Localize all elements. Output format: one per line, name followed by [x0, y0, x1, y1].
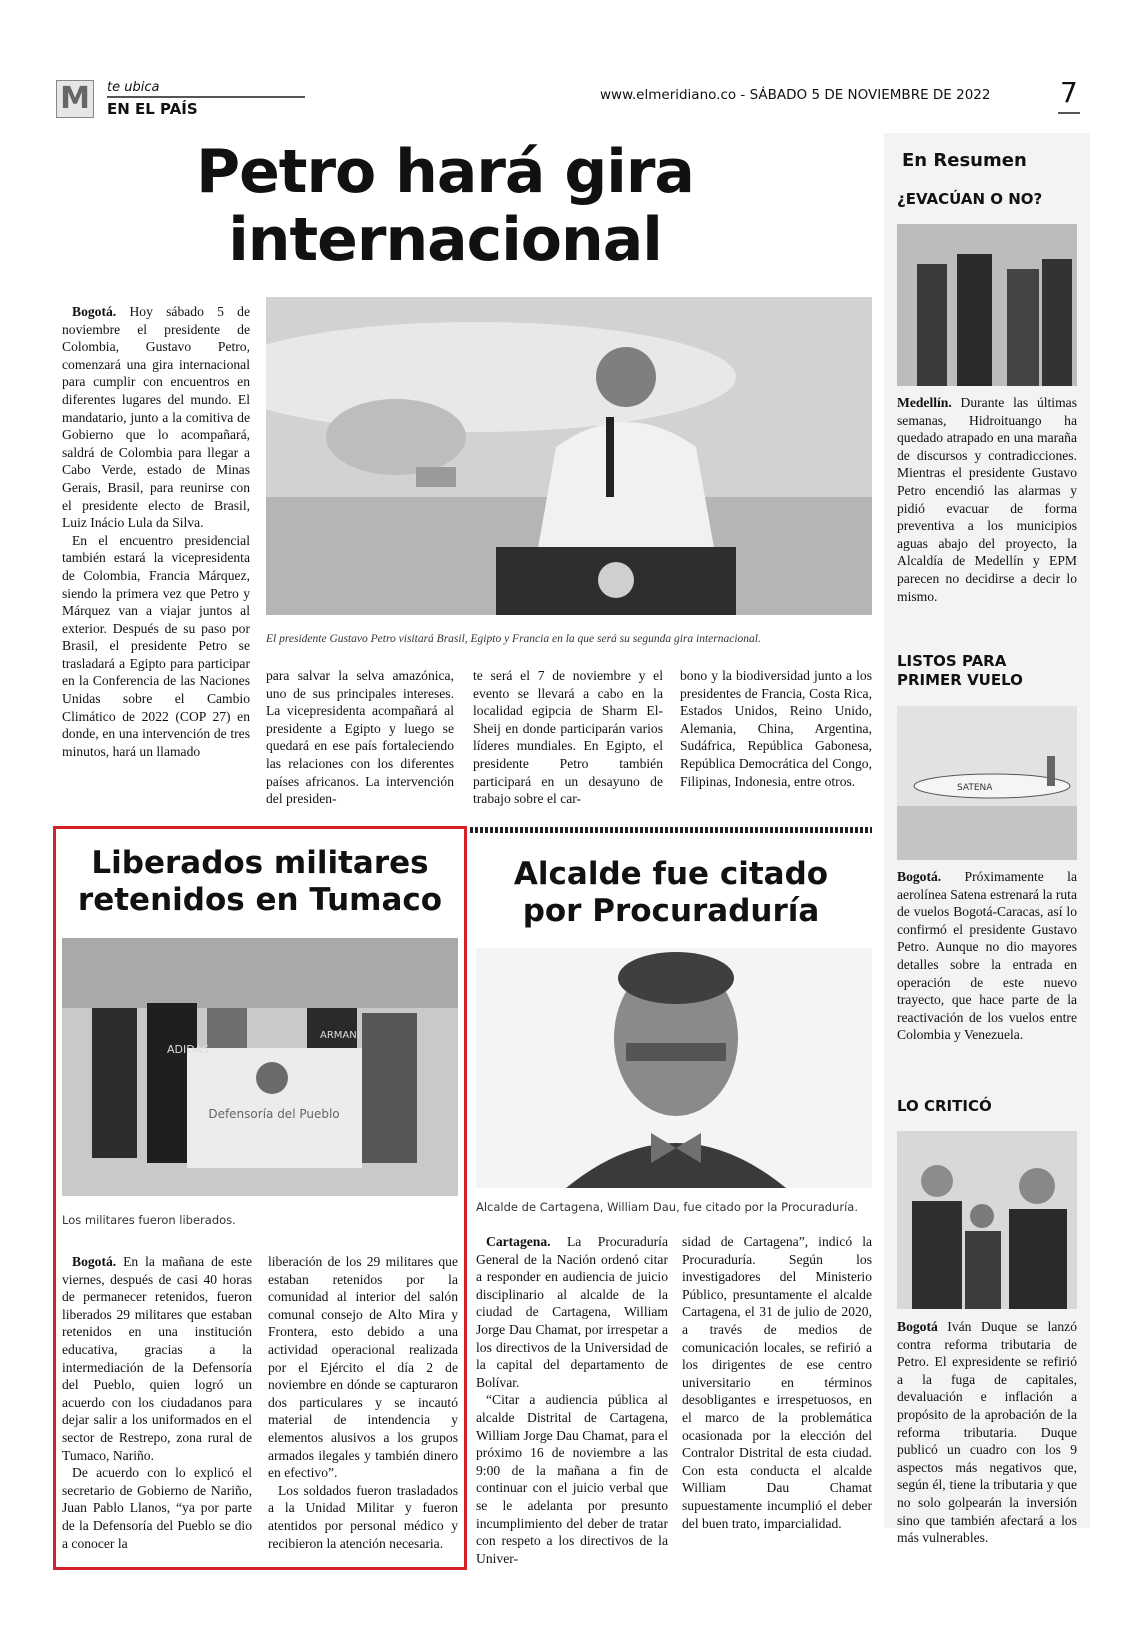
- mayor-headline-line2: por Procuraduría: [522, 893, 820, 929]
- page-number-rule: [1058, 112, 1080, 114]
- mayor-col1: [476, 1233, 668, 1567]
- mayor-col1-p2: “Citar a audiencia pública al alcalde Distrital de Cartagena, William Jorge Dau Chamat, para el próximo 16 de noviembre a las 9:00 de la mañana a fin de continuar con el juicio verbal que se le adelanta por presunto incumplimiento del deber de tratar con respeto a los directivos de la Univer-: [476, 1392, 668, 1566]
- military-col2-p1: liberación de los 29 militares que estaban retenidos por la comunidad al interior del salón comunal consejo de Alto Mira y Frontera, esto debido a una actividad operacional realizada por el Ejército el día 2 de noviembre en dónde se capturaron dos particulares y se incautó material de intendencia y elementos alusivos a los grupos armados ilegales y también dinero en efectivo”.: [268, 1254, 458, 1481]
- page-header: [0, 0, 1144, 130]
- story-divider: [470, 827, 872, 833]
- main-col3-text: te será el 7 de noviembre y el evento se llevará a cabo en la localidad egipcia de Sharm El-Sheij en donde participarán varios líderes mundiales. En Egipto, el presidente Petro también participará en un desayuno de trabajo sobre el car-: [473, 668, 663, 807]
- sidebar-item1-heading: ¿EVACÚAN O NO?: [897, 190, 1043, 208]
- military-col1: [62, 1253, 252, 1552]
- mayor-headline: [476, 856, 866, 930]
- military-dateline: Bogotá.: [72, 1254, 117, 1269]
- main-col4: [680, 667, 872, 790]
- military-col1-p2: De acuerdo con lo explicó el secretario de Gobierno de Nariño, Juan Pablo Llanos, “ya por parte de la Defensoría del Pueblo se dio a conocer la: [62, 1465, 252, 1551]
- military-photo-svg: [62, 938, 458, 1196]
- main-headline-line1: Petro hará gira: [196, 137, 694, 207]
- main-photo-caption: El presidente Gustavo Petro visitará Brasil, Egipto y Francia en la que será su segunda gira internacional.: [266, 633, 761, 645]
- military-headline-line2: retenidos en Tumaco: [77, 882, 443, 918]
- military-photo-caption: Los militares fueron liberados.: [62, 1213, 236, 1227]
- sidebar-item1-body: Durante las últimas semanas, Hidroituango ha quedado atrapado en una maraña de discursos y contradicciones. Mientras el presidente Gustavo Petro encendió las alarmas y pidió evacuar de forma preventiva a los municipios aguas abajo del proyecto, la Alcaldía de Medellín y EPM parecen no decidirse a decir lo mismo.: [897, 395, 1077, 604]
- mayor-col1-p1: La Procuraduría General de la Nación ordenó citar a responder en audiencia de juicio disciplinario al alcalde de la ciudad de Cartagena, William Jorge Dau Chamat, por irrespetar a los directivos de la Universidad de la capital del departamento de Bolívar.: [476, 1234, 668, 1390]
- sidebar-item2-text: [897, 868, 1077, 1044]
- main-col3: [473, 667, 663, 808]
- section-name: EN EL PAÍS: [107, 100, 198, 118]
- sidebar-item2-heading-line1: LISTOS PARA: [897, 652, 1007, 670]
- mayor-col2: [682, 1233, 872, 1532]
- military-headline: [60, 845, 460, 919]
- mayor-photo: [476, 948, 872, 1188]
- main-col1-p1: Hoy sábado 5 de noviembre el presidente de Colombia, Gustavo Petro, comenzará una gira internacional para cumplir con encuentros en diferentes lugares del mundo. El mandatario, junto a la comitiva de Gobierno que lo acompañará, saldrá de Colombia para llegar a Cabo Verde, estado de Minas Gerais, Brasil, para reunirse con el presidente electo de Brasil, Luiz Inácio Lula da Silva.: [62, 304, 251, 531]
- military-col2: [268, 1253, 458, 1552]
- satena-photo: [897, 706, 1077, 860]
- main-col4-text: bono y la biodiversidad junto a los presidentes de Francia, Costa Rica, Estados Unidos, Reino Unido, Alemania, China, Argentina, Sudáfrica, República Gabonesa, República Democrática del Congo, Filipinas, Indonesia, entre otros.: [680, 668, 872, 789]
- sidebar-item3-body: Iván Duque se lanzó contra reforma tributaria de Petro. El expresidente se refirió a la fuga de capitales, devaluación e inflación a propósito de la aprobación de la reforma tributaria. Duque publicó un cuadro con los 9 aspectos más negativos que, según él, tiene la tributaria y que no solo golpearán la inversión sino que también afectará a los más vulnerables.: [897, 1319, 1077, 1546]
- main-col1: [62, 303, 250, 760]
- sidebar-title: En Resumen: [902, 150, 1027, 171]
- military-headline-line1: Liberados militares: [91, 845, 429, 881]
- sidebar-item3-heading: LO CRITICÓ: [897, 1097, 992, 1115]
- main-headline-line2: internacional: [228, 205, 662, 275]
- header-rule: [107, 96, 305, 98]
- mayor-dateline: Cartagena.: [486, 1234, 551, 1249]
- sidebar-item2-heading: [897, 652, 1023, 690]
- sidebar-item1-dateline: Medellín.: [897, 395, 952, 410]
- main-headline: [160, 138, 730, 274]
- main-col1-p2: En el encuentro presidencial también estará la vicepresidenta de Colombia, Francia Márquez, siendo la primera vez que Petro y Márquez van a viajar juntos al exterior. Después de su paso por Brasil, el presidente Petro se trasladará a Egipto para participar en la Conferencia de las Naciones Unidas sobre el Cambio Climático de 2022 (COP 27) en donde, en una intervención de tres minutos, hará un llamado: [62, 532, 250, 759]
- plane-livery-text: SATENA: [957, 783, 993, 793]
- logo: [56, 80, 94, 118]
- mayor-headline-line1: Alcalde fue citado: [513, 856, 829, 892]
- hidroituango-photo: [897, 224, 1077, 386]
- hidroituango-photo-svg: [897, 224, 1077, 386]
- military-col1-p1: En la mañana de este viernes, después de casi 40 horas de permanecer retenidos, fueron liberados 29 militares que estaban retenidos en una institución educativa, gracias a la intermediación de la Defensoría del Pueblo, quien logró un acuerdo con los ciudadanos para dejar salir a los uniformados en el sector de Restrepo, zona rural de Tumaco, Nariño.: [62, 1254, 252, 1463]
- sidebar-item1-text: [897, 394, 1077, 605]
- petro-photo-svg: [266, 297, 872, 615]
- section-kicker: te ubica: [107, 80, 160, 95]
- military-col2-p2: Los soldados fueron trasladados a la Unidad Militar y fueron atentidos por personal médico y recibieron la atención necesaria.: [268, 1482, 458, 1551]
- main-dateline: Bogotá.: [72, 304, 117, 319]
- mayor-photo-svg: [476, 948, 872, 1188]
- shirt-text-1: ADIDAS: [167, 1043, 210, 1056]
- banner-text: Defensoría del Pueblo: [208, 1107, 340, 1121]
- site-date: www.elmeridiano.co - SÁBADO 5 DE NOVIEMBRE DE 2022: [600, 87, 991, 103]
- shirt-text-2: ARMANI: [320, 1030, 360, 1041]
- sidebar-item2-heading-line2: PRIMER VUELO: [897, 671, 1023, 689]
- page-number: 7: [1060, 76, 1078, 109]
- satena-photo-svg: [897, 706, 1077, 860]
- sidebar-item3-dateline: Bogotá: [897, 1319, 938, 1334]
- mayor-photo-caption: Alcalde de Cartagena, William Dau, fue citado por la Procuraduría.: [476, 1200, 858, 1214]
- petro-photo: [266, 297, 872, 615]
- sidebar-item2-dateline: Bogotá.: [897, 869, 942, 884]
- logo-letter: M: [60, 81, 90, 116]
- duque-photo-svg: [897, 1131, 1077, 1309]
- sidebar-item3-text: [897, 1318, 1077, 1547]
- main-col2: [266, 667, 454, 808]
- mayor-col2-text: sidad de Cartagena”, indicó la Procuraduría. Según los investigadores del Ministerio Público, presuntamente el alcalde Cartagena, el 31 de julio de 2020, a través de medios de comunicación locales, se refirió a los dirigentes de ese centro universitario en términos desobligantes e irrespetuosos, en el marco de la problemática ocasionada por la elección del Contralor Distrital de esta ciudad. Con esta conducta el alcalde William Dau Chamat supuestamente incumplió el deber del buen trato, imparcialidad.: [682, 1234, 872, 1531]
- main-col2-text: para salvar la selva amazónica, uno de sus principales intereses. La vicepresidenta acompañará al presidente a Egipto y luego se quedará en ese país fortaleciendo las relaciones con los diferentes países africanos. La intervención del presiden-: [266, 668, 454, 807]
- military-photo: [62, 938, 458, 1196]
- duque-photo: [897, 1131, 1077, 1309]
- sidebar-item2-body: Próximamente la aerolínea Satena estrenará la ruta de vuelos Bogotá-Caracas, así lo confirmó el presidente Gustavo Petro. Aunque no dio mayores detalles sobre la entrada en operación de este nuevo trayecto, que hace parte de la reactivación de los vuelos entre Colombia y Venezuela.: [897, 869, 1077, 1043]
